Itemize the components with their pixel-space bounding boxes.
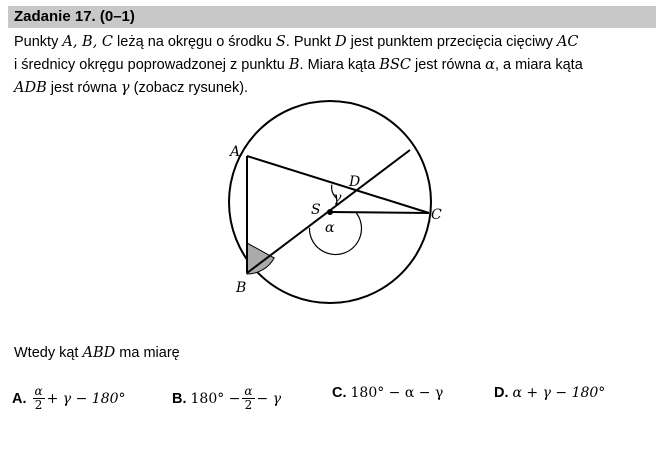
- math: ADB: [14, 80, 47, 96]
- label-d: D: [349, 174, 361, 190]
- text: . Punkt: [285, 34, 335, 50]
- label-b: B: [236, 280, 247, 296]
- fraction-numerator: α: [34, 384, 43, 398]
- answer-c[interactable]: [332, 385, 443, 401]
- answer-letter: A.: [12, 390, 27, 407]
- question-text: [14, 345, 180, 361]
- angle-alpha-arc: [309, 212, 361, 254]
- text: Wtedy kąt: [14, 345, 83, 361]
- math: D: [334, 34, 347, 50]
- fraction-denominator: 2: [34, 398, 43, 412]
- text: ma miarę: [115, 345, 180, 361]
- math: γ: [120, 80, 130, 96]
- math: ABD: [82, 345, 116, 361]
- answer-a[interactable]: [12, 385, 126, 412]
- math: α: [485, 57, 495, 73]
- answer-letter: D.: [494, 385, 509, 401]
- task-title: Zadanie 17. (0–1): [14, 8, 135, 25]
- answer-letter: B.: [172, 390, 187, 407]
- text: Punkty: [14, 34, 63, 50]
- text: leżą na okręgu o środku: [113, 34, 276, 50]
- answer-expression: α + γ − 180°: [512, 385, 606, 401]
- fraction-numerator: α: [244, 384, 253, 398]
- text: jest równa: [410, 57, 486, 73]
- label-gamma: γ: [333, 190, 342, 206]
- fraction: [242, 385, 254, 412]
- answer-expression: 180° − α − γ: [350, 385, 444, 401]
- math: AC: [556, 34, 579, 50]
- center-point: [327, 209, 333, 215]
- label-a: A: [230, 144, 241, 160]
- math: BSC: [379, 57, 411, 73]
- answer-letter: C.: [332, 385, 347, 401]
- answer-expression: + γ − 180°: [46, 390, 126, 407]
- answer-expression: − γ: [256, 390, 282, 407]
- text: i średnicy okręgu poprowadzonej z punktu: [14, 57, 289, 73]
- text: jest równa: [46, 80, 121, 96]
- text: , a miara kąta: [494, 57, 583, 73]
- label-c: C: [431, 207, 442, 223]
- math: A, B, C: [62, 34, 114, 50]
- answer-b[interactable]: [172, 385, 281, 412]
- circle: [229, 101, 431, 303]
- math: B: [288, 57, 300, 73]
- text: jest punktem przecięcia cięciwy: [346, 34, 557, 50]
- answer-expression-prefix: 180° −: [190, 390, 241, 407]
- text: (zobacz rysunek).: [129, 80, 249, 96]
- text: . Miara kąta: [299, 57, 380, 73]
- fraction: [33, 385, 45, 412]
- label-alpha: α: [325, 220, 335, 236]
- label-s: S: [311, 202, 321, 218]
- math: S: [275, 34, 286, 50]
- segment-sc: [330, 212, 429, 213]
- answer-d[interactable]: [494, 385, 605, 401]
- fraction-denominator: 2: [244, 398, 253, 412]
